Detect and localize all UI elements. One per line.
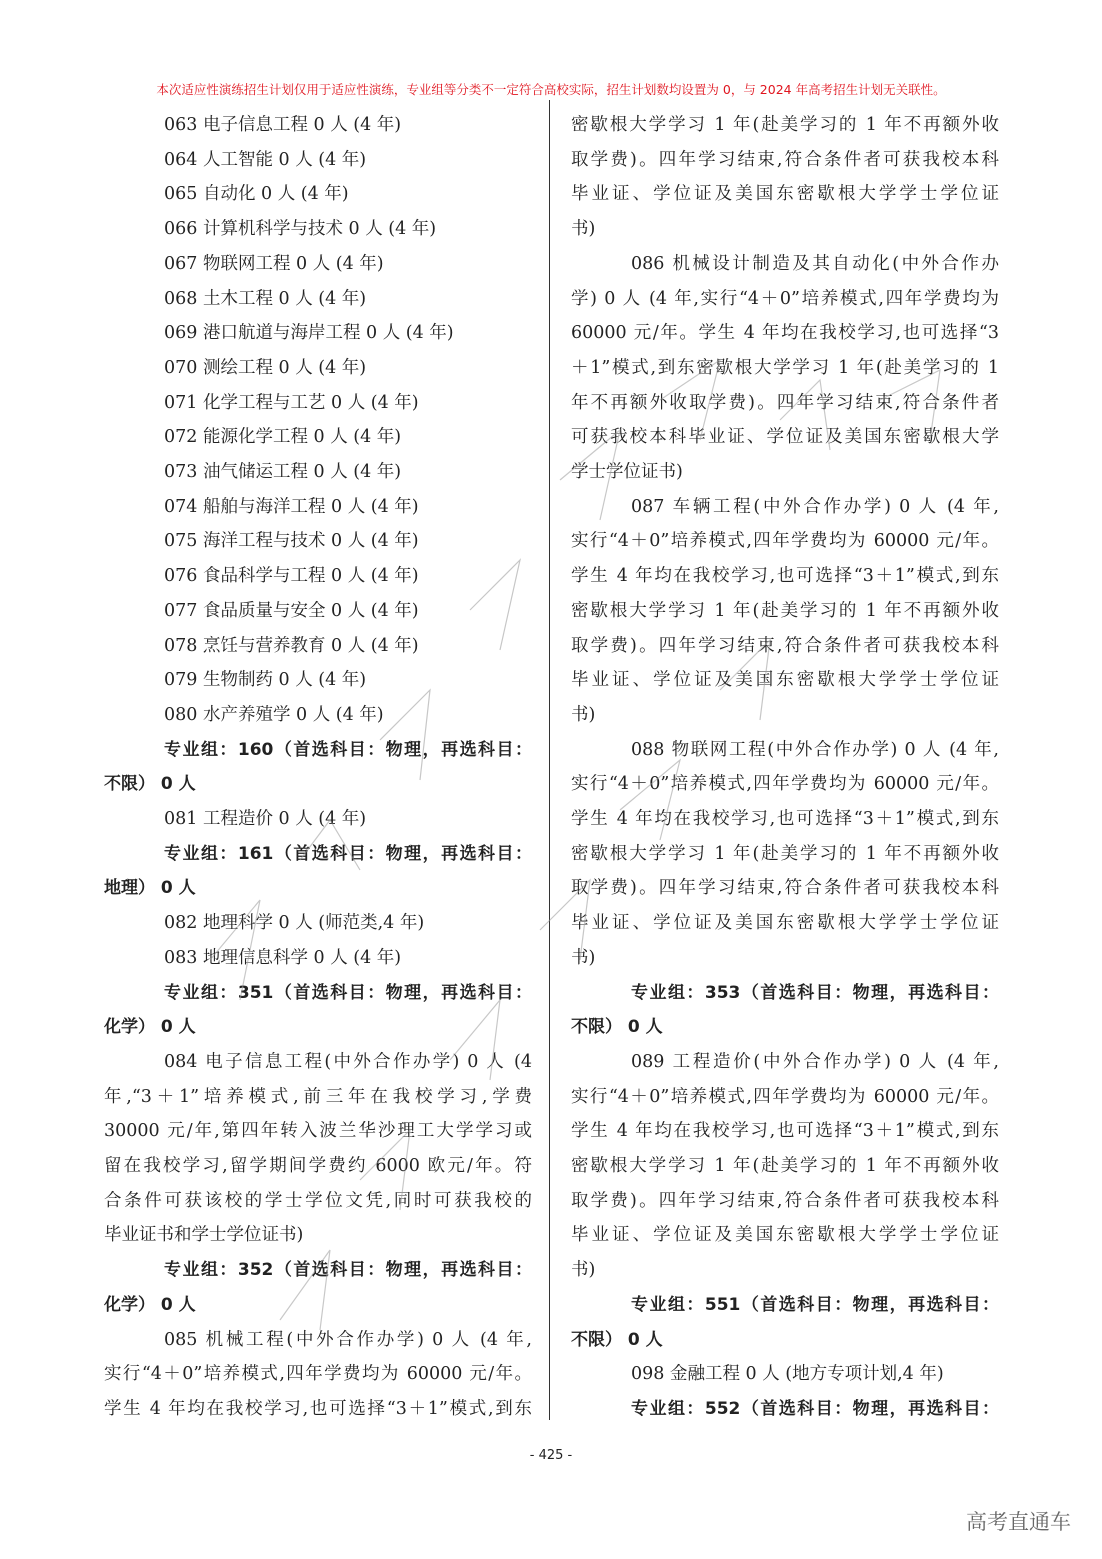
text-line: 089 工程造价(中外合作办学) 0 人 (4 年, bbox=[631, 1051, 999, 1072]
group-heading-line: 不限） 0 人 bbox=[104, 774, 196, 795]
group-heading-line: 专业组：351（首选科目：物理，再选科目： bbox=[164, 982, 532, 1003]
text-line: 实行“4＋0”培养模式,四年学费均为 60000 元/年。 bbox=[571, 774, 999, 795]
text-line: 070 测绘工程 0 人 (4 年) bbox=[164, 357, 367, 378]
text-line: 098 金融工程 0 人 (地方专项计划,4 年) bbox=[631, 1364, 944, 1385]
text-line: 067 物联网工程 0 人 (4 年) bbox=[164, 253, 384, 274]
text-line: 学) 0 人 (4 年,实行“4＋0”培养模式,四年学费均为 bbox=[571, 288, 999, 309]
text-line: 取学费)。四年学习结束,符合条件者可获我校本科 bbox=[571, 635, 999, 656]
group-heading-line: 专业组：160（首选科目：物理，再选科目： bbox=[164, 739, 532, 760]
text-line: ＋1”模式,到东密歇根大学学习 1 年(赴美学习的 1 bbox=[571, 357, 999, 378]
group-heading-line: 地理） 0 人 bbox=[104, 878, 196, 899]
text-line: 087 车辆工程(中外合作办学) 0 人 (4 年, bbox=[631, 496, 999, 517]
text-line: 学士学位证书) bbox=[571, 462, 683, 482]
text-line: 学生 4 年均在我校学习,也可选择“3＋1”模式,到东 bbox=[104, 1398, 532, 1419]
text-line: 取学费)。四年学习结束,符合条件者可获我校本科 bbox=[571, 149, 999, 170]
text-line: 083 地理信息科学 0 人 (4 年) bbox=[164, 947, 402, 968]
group-heading-line: 专业组：161（首选科目：物理，再选科目： bbox=[164, 843, 532, 864]
text-line: 年不再额外收取学费)。四年学习结束,符合条件者 bbox=[571, 392, 999, 413]
text-line: 088 物联网工程(中外合作办学) 0 人 (4 年, bbox=[631, 739, 999, 760]
text-line: 066 计算机科学与技术 0 人 (4 年) bbox=[164, 219, 437, 240]
text-line: 毕业证、学位证及美国东密歇根大学学士学位证 bbox=[571, 670, 999, 691]
text-line: 077 食品质量与安全 0 人 (4 年) bbox=[164, 600, 419, 621]
text-line: 毕业证、学位证及美国东密歇根大学学士学位证 bbox=[571, 913, 999, 934]
text-line: 30000 元/年,第四年转入波兰华沙理工大学学习或 bbox=[104, 1121, 532, 1142]
text-line: 60000 元/年。学生 4 年均在我校学习,也可选择“3 bbox=[571, 323, 999, 344]
text-line: 064 人工智能 0 人 (4 年) bbox=[164, 149, 367, 170]
text-line: 080 水产养殖学 0 人 (4 年) bbox=[164, 704, 384, 725]
text-line: 074 船舶与海洋工程 0 人 (4 年) bbox=[164, 496, 419, 517]
text-line: 密歇根大学学习 1 年(赴美学习的 1 年不再额外收 bbox=[571, 115, 999, 135]
column-divider bbox=[549, 100, 550, 1420]
text-line: 合条件可获该校的学士学位文凭,同时可获我校的 bbox=[104, 1190, 532, 1211]
text-line: 留在我校学习,留学期间学费约 6000 欧元/年。符 bbox=[104, 1156, 532, 1176]
text-line: 065 自动化 0 人 (4 年) bbox=[164, 184, 349, 205]
text-line: 081 工程造价 0 人 (4 年) bbox=[164, 809, 367, 829]
text-line: 学生 4 年均在我校学习,也可选择“3＋1”模式,到东 bbox=[571, 566, 999, 587]
text-line: 学生 4 年均在我校学习,也可选择“3＋1”模式,到东 bbox=[571, 809, 999, 829]
text-line: 082 地理科学 0 人 (师范类,4 年) bbox=[164, 913, 425, 934]
text-line: 学生 4 年均在我校学习,也可选择“3＋1”模式,到东 bbox=[571, 1121, 999, 1142]
text-line: 069 港口航道与海岸工程 0 人 (4 年) bbox=[164, 323, 454, 344]
text-line: 068 土木工程 0 人 (4 年) bbox=[164, 288, 367, 309]
exercise-notice: 本次适应性演练招生计划仅用于适应性演练，专业组等分类不一定符合高校实际，招生计划数均设置为 0，与 2024 年高考招生计划无关联性。 bbox=[156, 82, 946, 97]
text-line: 实行“4＋0”培养模式,四年学费均为 60000 元/年。 bbox=[571, 531, 999, 552]
group-heading-line: 化学） 0 人 bbox=[104, 1017, 196, 1038]
text-line: 084 电子信息工程(中外合作办学) 0 人 (4 bbox=[164, 1051, 532, 1072]
text-line: 书) bbox=[571, 947, 596, 968]
text-line: 085 机械工程(中外合作办学) 0 人 (4 年, bbox=[164, 1329, 532, 1350]
text-line: 079 生物制药 0 人 (4 年) bbox=[164, 670, 367, 691]
text-line: 密歇根大学学习 1 年(赴美学习的 1 年不再额外收 bbox=[571, 843, 999, 864]
group-heading-line: 专业组：551（首选科目：物理，再选科目： bbox=[631, 1294, 999, 1315]
group-heading-line: 专业组：552（首选科目：物理，再选科目： bbox=[631, 1398, 999, 1419]
text-line: 076 食品科学与工程 0 人 (4 年) bbox=[164, 566, 419, 587]
page-number: - 425 - bbox=[529, 1448, 573, 1463]
text-line: 密歇根大学学习 1 年(赴美学习的 1 年不再额外收 bbox=[571, 600, 999, 621]
group-heading-line: 专业组：353（首选科目：物理，再选科目： bbox=[631, 982, 999, 1003]
text-line: 书) bbox=[571, 704, 596, 725]
text-line: 078 烹饪与营养教育 0 人 (4 年) bbox=[164, 635, 419, 656]
brand-watermark: 高考直通车 bbox=[966, 1510, 1071, 1534]
text-line: 实行“4＋0”培养模式,四年学费均为 60000 元/年。 bbox=[571, 1086, 999, 1107]
text-line: 密歇根大学学习 1 年(赴美学习的 1 年不再额外收 bbox=[571, 1156, 999, 1176]
text-line: 063 电子信息工程 0 人 (4 年) bbox=[164, 115, 402, 135]
group-heading-line: 不限） 0 人 bbox=[571, 1329, 663, 1350]
text-line: 086 机械设计制造及其自动化(中外合作办 bbox=[631, 253, 999, 274]
text-line: 毕业证、学位证及美国东密歇根大学学士学位证 bbox=[571, 1225, 999, 1246]
text-line: 书) bbox=[571, 219, 596, 240]
text-line: 071 化学工程与工艺 0 人 (4 年) bbox=[164, 392, 419, 413]
text-line: 年,“3＋1”培养模式,前三年在我校学习,学费 bbox=[104, 1086, 532, 1107]
text-line: 075 海洋工程与技术 0 人 (4 年) bbox=[164, 531, 419, 552]
group-heading-line: 化学） 0 人 bbox=[104, 1294, 196, 1315]
group-heading-line: 专业组：352（首选科目：物理，再选科目： bbox=[164, 1260, 532, 1281]
text-line: 取学费)。四年学习结束,符合条件者可获我校本科 bbox=[571, 1190, 999, 1211]
group-heading-line: 不限） 0 人 bbox=[571, 1017, 663, 1038]
text-line: 可获我校本科毕业证、学位证及美国东密歇根大学 bbox=[571, 427, 999, 448]
text-line: 毕业证书和学士学位证书) bbox=[104, 1225, 304, 1246]
text-line: 实行“4＋0”培养模式,四年学费均为 60000 元/年。 bbox=[104, 1364, 532, 1385]
text-line: 072 能源化学工程 0 人 (4 年) bbox=[164, 427, 402, 448]
text-line: 毕业证、学位证及美国东密歇根大学学士学位证 bbox=[571, 184, 999, 205]
text-line: 取学费)。四年学习结束,符合条件者可获我校本科 bbox=[571, 878, 999, 899]
text-line: 073 油气储运工程 0 人 (4 年) bbox=[164, 462, 402, 482]
text-line: 书) bbox=[571, 1260, 596, 1281]
